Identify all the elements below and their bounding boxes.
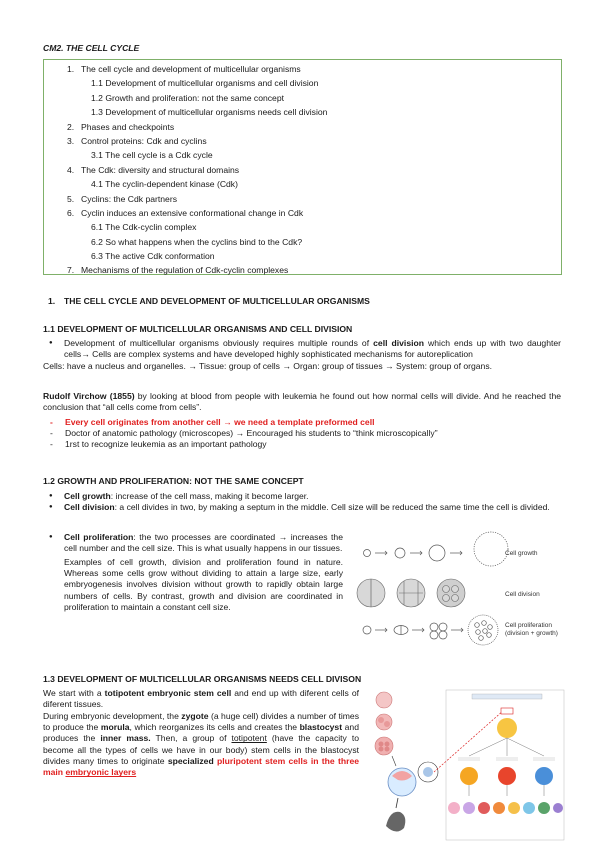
section-1-heading: 1. THE CELL CYCLE AND DEVELOPMENT OF MULTICELLULAR ORGANISMS: [48, 296, 370, 306]
embryo-stages: [375, 692, 438, 832]
list-item: ● Development of multicellular organisms obviously requires multiple rounds of cell division which ends up with two daughter cells→ Cells are complex systems and have developed highly sophisticated mechanisms for autoreplication: [43, 338, 561, 361]
table-of-contents: [43, 59, 562, 275]
section-1-1-heading: 1.1 DEVELOPMENT OF MULTICELLULAR ORGANISMS AND CELL DIVISION: [43, 324, 353, 334]
toc-item-label: 6.2 So what happens when the cyclins bind to the Cdk?: [91, 236, 303, 247]
toc-item-label: Cyclins: the Cdk partners: [81, 193, 177, 204]
section-1-2-heading: 1.2 GROWTH AND PROLIFERATION: NOT THE SAME CONCEPT: [43, 476, 304, 486]
toc-item: [50, 265, 555, 279]
growth-row: [364, 532, 509, 566]
fig-label-proliferation-sub: (division + growth): [505, 630, 558, 637]
toc-item-label: 3.1 The cell cycle is a Cdk cycle: [91, 150, 213, 161]
toc-item-label: 6.1 The Cdk-cyclin complex: [91, 222, 197, 233]
proliferation-text: [43, 532, 343, 613]
toc-item-number: 3.: [67, 135, 75, 146]
toc-item: [50, 208, 555, 222]
toc-item-number: 1.: [67, 64, 75, 74]
toc-item-label: Control proteins: Cdk and cyclins: [81, 135, 207, 146]
toc-item-label: 1.1 Development of multicellular organisms and cell division: [91, 78, 319, 89]
list-item: ● Cell growth: increase of the cell mass, making it become larger.: [43, 491, 561, 502]
paragraph: Cells: have a nucleus and organelles. → Tissue: group of cells → Organ: group of tissues → System: group of organs.: [43, 360, 493, 371]
virchow-paragraph: Rudolf Virchow (1855) by looking at blood from people with leukemia he found out how normal cells will divide. And he reached the conclusion that “all cells come from cells”. - Every cell originates from another cell → we need a template preformed cell - Doctor of anatomic pathology (microscopes) → Encouraged his students to “think microscopically” - 1rst to recognize leukemia as an important pathology: [43, 391, 561, 451]
division-row: [357, 579, 465, 607]
toc-item-label: 1.2 Growth and proliferation: not the same concept: [91, 92, 284, 103]
growth-division-proliferation-figure: [355, 527, 565, 652]
toc-item: [50, 222, 555, 236]
toc-item: [50, 78, 555, 92]
toc-item: [50, 150, 555, 164]
toc-item-label: Mechanisms of the regulation of Cdk-cyclin complexes: [81, 265, 289, 276]
toc-item: [50, 194, 555, 208]
toc-item: [50, 179, 555, 193]
proliferation-row: [363, 615, 498, 645]
toc-item-label: 1.3 Development of multicellular organisms needs cell division: [91, 107, 328, 118]
toc-item-number: 6.: [67, 207, 75, 218]
toc-item: [50, 165, 555, 179]
toc-item-label: Phases and checkpoints: [81, 121, 175, 132]
toc-item: [50, 64, 555, 78]
fig-label-growth: Cell growth: [505, 550, 538, 557]
toc-item-number: 7.: [67, 265, 75, 276]
embryonic-stem-cell-figure: [366, 686, 566, 842]
differentiation-tree: [434, 690, 564, 840]
toc-item: [50, 107, 555, 121]
section-1-3-body: We start with a totipotent embryonic stem cell and end up with diferent cells of diferent tissues. During embryonic development, the zygote (a huge cell) divides a number of times to produce the morula, which reorganizes its cells and creates the blastocyst and produces the inner mass. Then, a group of totipotent (have the capacity to become all the types of cells we have in our body) stem cells in the blastocyst divides many times to originate specialized pluripotent stem cells in the three main embryonic layers: [43, 688, 360, 778]
fig-label-proliferation: Cell proliferation: [505, 622, 552, 629]
fig-label-division: Cell division: [505, 591, 540, 598]
toc-item-label: 4.1 The cyclin-dependent kinase (Cdk): [91, 179, 238, 190]
section-1-1-body: [43, 338, 561, 372]
toc-item: [50, 237, 555, 251]
toc-item-label: 6.3 The active Cdk conformation: [91, 251, 215, 262]
list-item: - 1rst to recognize leukemia as an important pathology: [43, 439, 561, 450]
toc-item-label: Cyclin induces an extensive conformational change in Cdk: [81, 207, 304, 218]
toc-item: [50, 251, 555, 265]
document-title: CM2. THE CELL CYCLE: [43, 43, 140, 53]
toc-item-label: The cell cycle and development of multicellular organisms: [81, 64, 301, 74]
paragraph: Examples of cell growth, division and proliferation found in nature. Whereas some cells grow without dividing to attain a large size, early embryogenesis involves division without growth to rapidly obtain large numbers of cells. By contrast, growth and division are coordinated in proliferation to maintain a constant cell size.: [64, 556, 343, 613]
toc-item-number: 5.: [67, 193, 75, 204]
toc-item: [50, 136, 555, 150]
toc-item-number: 2.: [67, 121, 75, 132]
section-1-3-heading: 1.3 DEVELOPMENT OF MULTICELLULAR ORGANISMS NEEDS CELL DIVISON: [43, 674, 362, 684]
list-item: - Every cell originates from another cell → we need a template preformed cell: [43, 417, 561, 428]
toc-item: [50, 93, 555, 107]
list-item: ● Cell division: a cell divides in two, by making a septum in the middle. Cell size will be reduced the same time the cell is divided.: [43, 502, 561, 513]
toc-item-label: The Cdk: diversity and structural domains: [81, 164, 240, 175]
list-item: - Doctor of anatomic pathology (microscopes) → Encouraged his students to “think microscopically”: [43, 428, 561, 439]
section-1-2-body: [43, 491, 561, 514]
list-item: ● Cell proliferation: the two processes are coordinated → increases the cell number and the cell size. This is what usually happens in our tissues.: [43, 532, 343, 555]
toc-item: [50, 122, 555, 136]
toc-item-number: 4.: [67, 164, 75, 175]
